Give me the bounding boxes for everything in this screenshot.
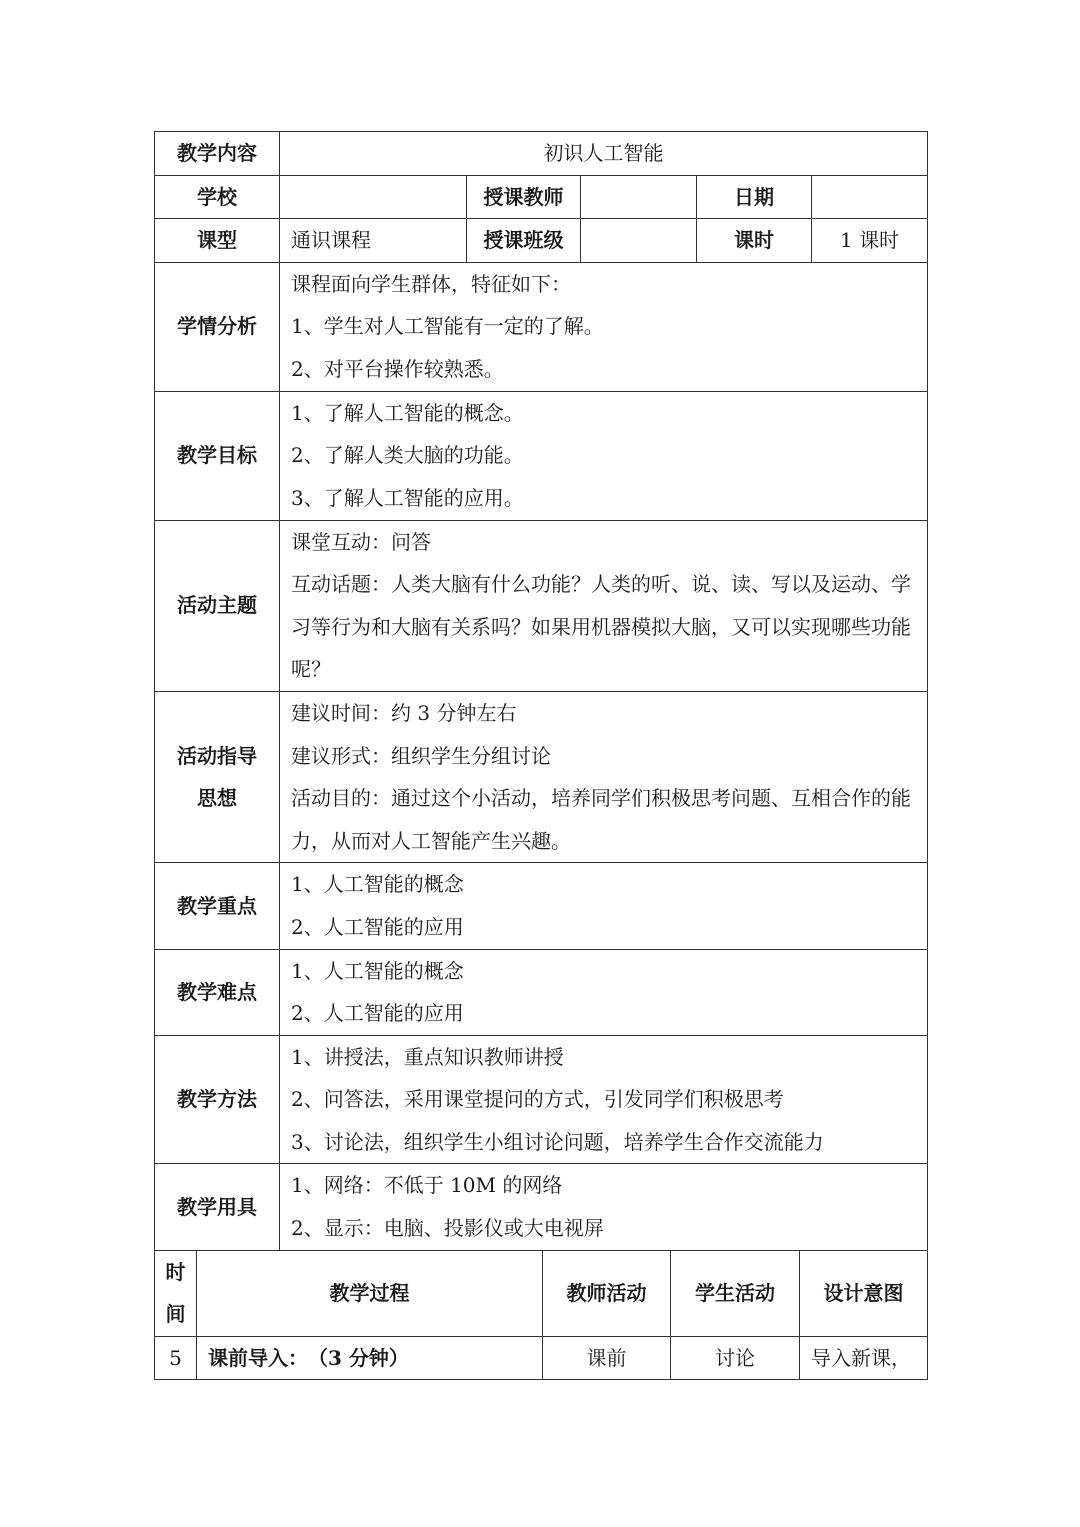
section-label-line: 教学目标 bbox=[177, 443, 257, 468]
section-line: 建议时间：约 3 分钟左右 bbox=[291, 700, 517, 725]
section-content bbox=[280, 520, 928, 691]
time-header-line: 时 bbox=[165, 1260, 186, 1285]
section-line: 2、对平台操作较熟悉。 bbox=[291, 356, 504, 381]
process-header: 教学过程 bbox=[197, 1250, 543, 1336]
section-content bbox=[280, 1164, 928, 1250]
section-line: 1、讲授法，重点知识教师讲授 bbox=[291, 1044, 564, 1069]
content-row bbox=[155, 132, 928, 176]
section-label bbox=[155, 391, 280, 520]
section-line: 2、人工智能的应用 bbox=[291, 914, 464, 939]
section-line: 1、网络：不低于 10M 的网络 bbox=[291, 1173, 563, 1198]
student-activity: 讨论 bbox=[671, 1336, 800, 1380]
time-header bbox=[155, 1250, 197, 1336]
hours-value: 1 课时 bbox=[812, 219, 928, 263]
teacher-value bbox=[581, 175, 697, 219]
section-label bbox=[155, 691, 280, 862]
section-label-line: 思想 bbox=[197, 786, 237, 811]
student-activity-header: 学生活动 bbox=[671, 1250, 800, 1336]
section-label-line: 活动指导 bbox=[177, 744, 257, 769]
process-time: 5 bbox=[155, 1336, 197, 1380]
section-label bbox=[155, 863, 280, 949]
section-label-line: 学情分析 bbox=[177, 314, 257, 339]
section-line: 建议形式：组织学生分组讨论 bbox=[291, 743, 551, 768]
section-label-line: 教学方法 bbox=[177, 1087, 257, 1112]
section-paragraph: 活动目的：通过这个小活动，培养同学们积极思考问题、互相合作的能力，从而对人工智能产生兴趣。 bbox=[291, 786, 911, 853]
section-content bbox=[280, 262, 928, 391]
section-line: 1、了解人工智能的概念。 bbox=[291, 400, 524, 425]
section-label-line: 活动主题 bbox=[177, 593, 257, 618]
hours-label: 课时 bbox=[697, 219, 812, 263]
section-row bbox=[155, 1164, 928, 1250]
time-header-line: 间 bbox=[165, 1302, 186, 1327]
section-label-line: 教学用具 bbox=[177, 1194, 257, 1219]
section-label bbox=[155, 262, 280, 391]
section-line: 3、讨论法，组织学生小组讨论问题，培养学生合作交流能力 bbox=[291, 1129, 824, 1154]
school-value bbox=[280, 175, 467, 219]
section-line: 1、人工智能的概念 bbox=[291, 958, 464, 983]
date-label: 日期 bbox=[697, 175, 812, 219]
section-row bbox=[155, 391, 928, 520]
school-row bbox=[155, 175, 928, 219]
section-line: 1、学生对人工智能有一定的了解。 bbox=[291, 314, 604, 339]
content-label: 教学内容 bbox=[155, 132, 280, 176]
lesson-plan-sheet bbox=[154, 131, 927, 1380]
section-row bbox=[155, 1035, 928, 1164]
type-row bbox=[155, 219, 928, 263]
section-line: 2、问答法，采用课堂提问的方式，引发同学们积极思考 bbox=[291, 1087, 784, 1112]
section-line: 课堂互动：问答 bbox=[291, 529, 431, 554]
school-label: 学校 bbox=[155, 175, 280, 219]
section-row bbox=[155, 863, 928, 949]
section-row bbox=[155, 520, 928, 691]
section-line: 1、人工智能的概念 bbox=[291, 872, 464, 897]
section-line: 3、了解人工智能的应用。 bbox=[291, 485, 524, 510]
type-label: 课型 bbox=[155, 219, 280, 263]
section-label-line: 教学重点 bbox=[177, 893, 257, 918]
section-line: 2、了解人类大脑的功能。 bbox=[291, 443, 524, 468]
type-value: 通识课程 bbox=[280, 219, 467, 263]
teacher-label: 授课教师 bbox=[467, 175, 581, 219]
design-intent: 导入新课， bbox=[800, 1336, 928, 1380]
section-line: 课程面向学生群体，特征如下： bbox=[291, 271, 571, 296]
section-content bbox=[280, 863, 928, 949]
section-row bbox=[155, 262, 928, 391]
lesson-info-table bbox=[154, 131, 928, 1251]
content-value: 初识人工智能 bbox=[280, 132, 928, 176]
section-label bbox=[155, 949, 280, 1035]
process-row bbox=[155, 1336, 928, 1380]
process-table bbox=[154, 1250, 928, 1381]
section-label bbox=[155, 1035, 280, 1164]
design-intent-header: 设计意图 bbox=[800, 1250, 928, 1336]
class-value bbox=[581, 219, 697, 263]
process-header-row bbox=[155, 1250, 928, 1336]
section-row bbox=[155, 691, 928, 862]
process-step: 课前导入： （3 分钟） bbox=[197, 1336, 543, 1380]
teacher-activity-header: 教师活动 bbox=[543, 1250, 671, 1336]
date-value bbox=[812, 175, 928, 219]
teacher-activity: 课前 bbox=[543, 1336, 671, 1380]
section-paragraph: 互动话题：人类大脑有什么功能？人类的听、说、读、写以及运动、学习等行为和大脑有关系吗？如果用机器模拟大脑，又可以实现哪些功能呢？ bbox=[291, 572, 911, 682]
section-label bbox=[155, 1164, 280, 1250]
section-line: 2、人工智能的应用 bbox=[291, 1001, 464, 1026]
section-label-line: 教学难点 bbox=[177, 979, 257, 1004]
section-content bbox=[280, 391, 928, 520]
section-content bbox=[280, 691, 928, 862]
section-content bbox=[280, 949, 928, 1035]
class-label: 授课班级 bbox=[467, 219, 581, 263]
section-row bbox=[155, 949, 928, 1035]
section-content bbox=[280, 1035, 928, 1164]
section-line: 2、显示：电脑、投影仪或大电视屏 bbox=[291, 1216, 604, 1241]
section-label bbox=[155, 520, 280, 691]
